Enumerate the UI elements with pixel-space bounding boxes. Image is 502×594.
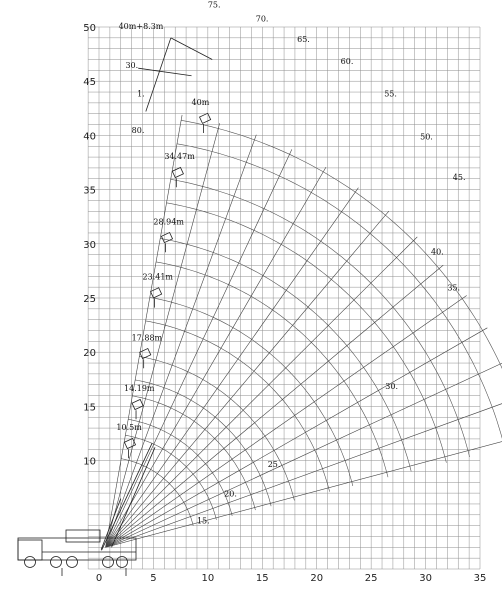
crane-boom: [102, 443, 152, 550]
boom-angle-ray: [106, 167, 326, 547]
x-tick-label: 5: [150, 573, 157, 584]
y-tick-label: 50: [83, 23, 96, 34]
boom-head-marker: [172, 167, 183, 177]
truck-wheel: [25, 557, 36, 568]
boom-length-arcs: [121, 120, 502, 525]
boom-angle-ray: [106, 362, 502, 548]
truck-cab: [18, 540, 42, 560]
boom-angle-label: 25.: [267, 460, 281, 470]
crane-superstructure: [66, 530, 100, 542]
boom-angle-label: 45.: [452, 172, 466, 182]
boom-angle-label: 70.: [255, 14, 269, 24]
boom-length-label: 10.5m: [116, 423, 142, 433]
x-tick-label: 30: [419, 573, 432, 584]
boom-angle-label: 20.: [224, 489, 237, 499]
boom-length-label: 23.41m: [142, 272, 174, 282]
x-tick-label: 0: [95, 573, 103, 584]
y-tick-label: 10: [83, 456, 96, 468]
diagram-labels: [116, 0, 465, 525]
boom-angle-ray: [106, 328, 488, 548]
boom-angle-label: 35.: [447, 283, 461, 293]
boom-head-marker: [200, 113, 211, 123]
boom-angle-ray: [106, 123, 220, 547]
boom-length-label: 40m: [191, 98, 210, 108]
axis-tick-labels: [83, 23, 486, 584]
x-tick-label: 35: [473, 573, 487, 584]
crane-boom-edge: [112, 447, 155, 547]
boom-angle-label: 65.: [297, 35, 310, 45]
truck-wheel: [51, 557, 62, 568]
boom-head-marker: [124, 438, 135, 448]
y-tick-label: 35: [83, 185, 96, 197]
jib-length-label: 40m+8.3m: [118, 22, 164, 32]
truck-wheel: [67, 557, 78, 568]
y-tick-label: 25: [83, 294, 96, 305]
boom-hook-arc: [128, 419, 232, 516]
boom-tip-arc: [160, 238, 411, 471]
boom-length-label: 14.19m: [124, 384, 155, 394]
boom-length-label: 17.88m: [131, 333, 163, 343]
x-tick-label: 10: [201, 573, 215, 584]
jib-offset-angle-label: 1.: [137, 89, 145, 99]
boom-angle-label: 30.: [385, 382, 399, 392]
boom-angle-label: 50.: [420, 132, 433, 142]
boom-hook-arc: [156, 262, 388, 477]
jib-offset-angle-line: [138, 68, 191, 76]
boom-hook-arc: [167, 203, 447, 463]
boom-head-marker: [161, 232, 172, 242]
boom-angle-ray: [106, 434, 502, 548]
jib-offset-angle-label: 30.: [125, 61, 139, 71]
truck-crane-drawing: [18, 38, 212, 576]
boom-tip-arc: [181, 120, 502, 442]
boom-angle-label: 15.: [196, 516, 210, 526]
x-tick-label: 20: [310, 573, 324, 584]
boom-head-marker: [151, 288, 162, 298]
boom-tip-arc: [139, 356, 294, 500]
boom-angle-label: 40.: [431, 247, 444, 257]
y-tick-label: 20: [83, 348, 96, 360]
boom-angle-label: 75.: [207, 0, 221, 10]
y-tick-label: 45: [83, 77, 96, 89]
y-tick-label: 15: [83, 402, 96, 414]
boom-angle-ray: [106, 135, 257, 548]
boom-length-label: 34.47m: [164, 152, 195, 162]
boom-angle-label: 60.: [340, 56, 354, 66]
boom-head-marker: [132, 399, 143, 409]
y-tick-label: 30: [83, 239, 96, 251]
boom-angle-label: 80.: [131, 126, 145, 136]
y-tick-label: 40: [83, 131, 96, 143]
boom-hook-arc: [135, 380, 271, 506]
boom-angle-label: 55.: [384, 89, 397, 99]
x-tick-label: 25: [364, 573, 378, 584]
x-tick-label: 15: [255, 573, 269, 584]
boom-length-label: 28.94m: [153, 217, 184, 227]
